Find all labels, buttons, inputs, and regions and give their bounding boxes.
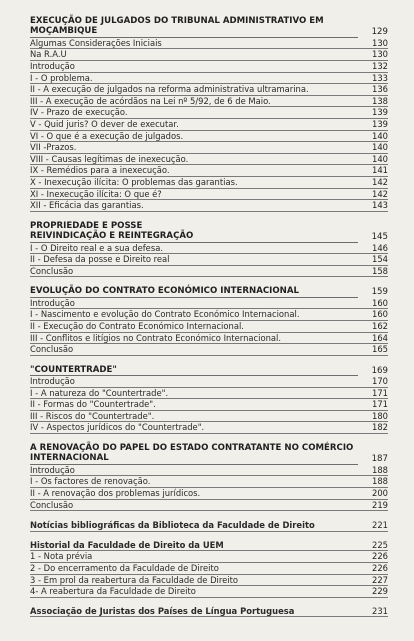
toc-section (30, 365, 388, 434)
toc-entry (30, 575, 388, 587)
toc-entry (30, 254, 388, 266)
entry-text: II - Defesa da posse e Direito real (30, 254, 170, 265)
entry-page-number: 188 (372, 476, 388, 487)
entry-text: II - Execução do Contrato Económico Internacional. (30, 320, 244, 331)
entry-page-number: 143 (372, 200, 388, 211)
entry-text: II - A execução de julgados na reforma administrativa ultramarina. (30, 84, 309, 95)
entry-page-number: 160 (372, 297, 388, 308)
entry-text: 3 - Em prol da reabertura da Faculdade de Direito (30, 574, 239, 585)
entry-page-number: 200 (372, 488, 388, 499)
entry-page-number: 164 (372, 332, 388, 343)
toc-entry (30, 500, 388, 512)
entry-page-number: 133 (372, 72, 388, 83)
entry-text: Notícias bibliográficas da Biblioteca da Faculdade de Direito (30, 520, 315, 531)
entry-text: Algumas Considerações Iniciais (30, 37, 162, 48)
entry-page-number: 140 (372, 130, 388, 141)
entry-text: Introdução (30, 297, 75, 308)
toc-entry (30, 465, 388, 477)
entry-text: I - A natureza do "Countertrade". (30, 387, 169, 398)
spacer (30, 356, 388, 365)
entry-page-number: 225 (372, 539, 388, 550)
toc-section (30, 286, 388, 355)
entry-page-number: 142 (372, 188, 388, 199)
entry-text: IV - Prazo de execução. (30, 107, 128, 118)
section-page-number: 187 (371, 454, 388, 465)
spacer (30, 598, 388, 606)
toc-sections (30, 16, 388, 511)
toc-entry (30, 266, 388, 278)
entry-text: Conclusão (30, 499, 74, 510)
toc-heading-historial (30, 540, 388, 552)
toc-entry (30, 131, 388, 143)
toc-entry (30, 399, 388, 411)
toc-entry (30, 189, 388, 201)
section-title (30, 443, 388, 465)
entry-page-number: 180 (372, 410, 388, 421)
toc-entry (30, 119, 388, 131)
toc-entry (30, 309, 388, 321)
entry-text: Na R.A.U (30, 49, 67, 60)
entry-page-number: 146 (372, 242, 388, 253)
entry-page-number: 138 (372, 95, 388, 106)
toc-entry (30, 38, 388, 50)
section-page-number: 145 (371, 232, 388, 243)
entry-page-number: 229 (372, 586, 388, 597)
section-page-number: 159 (371, 287, 388, 298)
entry-page-number: 226 (372, 563, 388, 574)
entry-text: I - O Direito real e a sua defesa. (30, 242, 163, 253)
entry-text: I - Nascimento e evolução do Contrato Económico Internacional. (30, 309, 300, 320)
entry-page-number: 158 (372, 265, 388, 276)
toc-entry (30, 476, 388, 488)
entry-page-number: 154 (372, 254, 388, 265)
entry-page-number: 182 (372, 422, 388, 433)
toc-entry (30, 107, 388, 119)
entry-text: 4- A reabertura da Faculdade de Direito (30, 586, 196, 597)
toc-entry (30, 49, 388, 61)
entry-text: Introdução (30, 376, 75, 387)
entry-text: III - Conflitos e litígios no Contrato Económico Internacional. (30, 332, 282, 343)
toc-entry (30, 563, 388, 575)
toc-entry (30, 96, 388, 108)
toc-entry (30, 165, 388, 177)
entry-text: I - Os factores de renovação. (30, 476, 151, 487)
toc-section (30, 16, 388, 212)
entry-page-number: 219 (372, 499, 388, 510)
entry-text: XI - Inexecução ilícita: O que é? (30, 188, 162, 199)
entry-page-number: 171 (372, 399, 388, 410)
toc-entry (30, 177, 388, 189)
entry-text: Introdução (30, 61, 75, 71)
section-title-line: "COUNTERTRADE" (30, 365, 358, 376)
entry-page-number: 141 (372, 165, 388, 176)
entry-page-number: 221 (372, 520, 388, 531)
entry-page-number: 139 (372, 107, 388, 118)
entry-text: IV - Aspectos jurídicos do "Countertrade". (30, 422, 205, 433)
section-title-line: MOÇAMBIQUE (30, 26, 358, 37)
section-title (30, 16, 388, 38)
entry-text: II - A renovação dos problemas jurídicos. (30, 488, 201, 499)
toc-entry (30, 73, 388, 85)
spacer (30, 434, 388, 443)
entry-page-number: 227 (372, 574, 388, 585)
entry-page-number: 136 (372, 84, 388, 95)
entry-text: X - Inexecução ilícita: O problemas das garantias. (30, 176, 238, 187)
toc-entry-associacao (30, 606, 388, 618)
entry-text: 2 - Do encerramento da Faculdade de Direito (30, 563, 219, 574)
entry-text: V - Quid juris? O dever de executar. (30, 118, 179, 129)
toc-entry (30, 586, 388, 598)
entry-text: VIII - Causas legítimas de inexecução. (30, 153, 189, 164)
toc-entry (30, 411, 388, 423)
section-title (30, 365, 388, 376)
entry-text: II - Formas do "Countertrade". (30, 399, 156, 410)
section-title (30, 286, 388, 297)
historial-entries (30, 551, 388, 597)
entry-text: Associação de Juristas dos Países de Língua Portuguesa (30, 605, 295, 616)
spacer (30, 532, 388, 540)
toc-entry (30, 388, 388, 400)
entry-text: Conclusão (30, 265, 74, 276)
entry-text: III - A execução de acórdãos na Lei nº 5/92, de 6 de Maio. (30, 95, 271, 106)
section-title-line: A RENOVAÇÃO DO PAPEL DO ESTADO CONTRATANTE NO COMÉRCIO (30, 443, 354, 454)
toc-entry (30, 142, 388, 154)
entry-page-number: 132 (372, 61, 388, 71)
toc-entry (30, 298, 388, 310)
entry-page-number: 170 (372, 376, 388, 387)
section-title (30, 221, 388, 243)
spacer (30, 511, 388, 520)
entry-page-number: 140 (372, 153, 388, 164)
entry-text: VII -Prazos. (30, 142, 77, 153)
section-title-line: EXECUÇÃO DE JULGADOS DO TRIBUNAL ADMINISTRATIVO EM (30, 16, 324, 26)
toc-entry (30, 321, 388, 333)
entry-page-number: 140 (372, 142, 388, 153)
spacer (30, 277, 388, 286)
section-title-line: EVOLUÇÃO DO CONTRATO ECONÓMICO INTERNACIONAL (30, 286, 358, 297)
entry-text: III - Riscos do "Countertrade". (30, 410, 155, 421)
section-title-line: PROPRIEDADE E POSSE (30, 220, 143, 231)
section-page-number: 169 (371, 365, 388, 376)
toc-entry (30, 84, 388, 96)
toc-entry (30, 61, 388, 73)
entry-text: XII - Eficácia das garantias. (30, 200, 144, 211)
toc-entry (30, 488, 388, 500)
toc-entry (30, 154, 388, 166)
entry-text: Historial da Faculdade de Direito da UEM (30, 539, 224, 550)
toc-entry (30, 422, 388, 434)
entry-page-number: 139 (372, 118, 388, 129)
entry-text: Introdução (30, 464, 75, 475)
entry-page-number: 130 (372, 49, 388, 60)
entry-page-number: 231 (372, 605, 388, 616)
toc-entry (30, 200, 388, 212)
section-title-line: REIVINDICAÇÃO E REINTEGRAÇÃO (30, 231, 358, 242)
toc-entry (30, 376, 388, 388)
entry-page-number: 142 (372, 176, 388, 187)
section-title-line: INTERNACIONAL (30, 453, 358, 464)
toc-section (30, 221, 388, 278)
entry-page-number: 160 (372, 309, 388, 320)
entry-page-number: 171 (372, 387, 388, 398)
section-page-number: 129 (371, 27, 388, 38)
entry-page-number: 162 (372, 320, 388, 331)
toc-entry-noticias (30, 520, 388, 532)
entry-page-number: 165 (372, 344, 388, 355)
entry-page-number: 188 (372, 464, 388, 475)
entry-page-number: 130 (372, 37, 388, 48)
toc-entry (30, 344, 388, 356)
toc-section (30, 443, 388, 511)
spacer (30, 212, 388, 221)
entry-text: Conclusão (30, 344, 74, 355)
toc-entry (30, 551, 388, 563)
toc-entry (30, 333, 388, 345)
entry-text: I - O problema. (30, 72, 93, 83)
toc-entry (30, 243, 388, 255)
entry-text: IX - Remédios para a inexecução. (30, 165, 170, 176)
entry-page-number: 226 (372, 551, 388, 562)
entry-text: 1 - Nota prévia (30, 551, 93, 562)
entry-text: VI - O que é a execução de julgados. (30, 130, 184, 141)
